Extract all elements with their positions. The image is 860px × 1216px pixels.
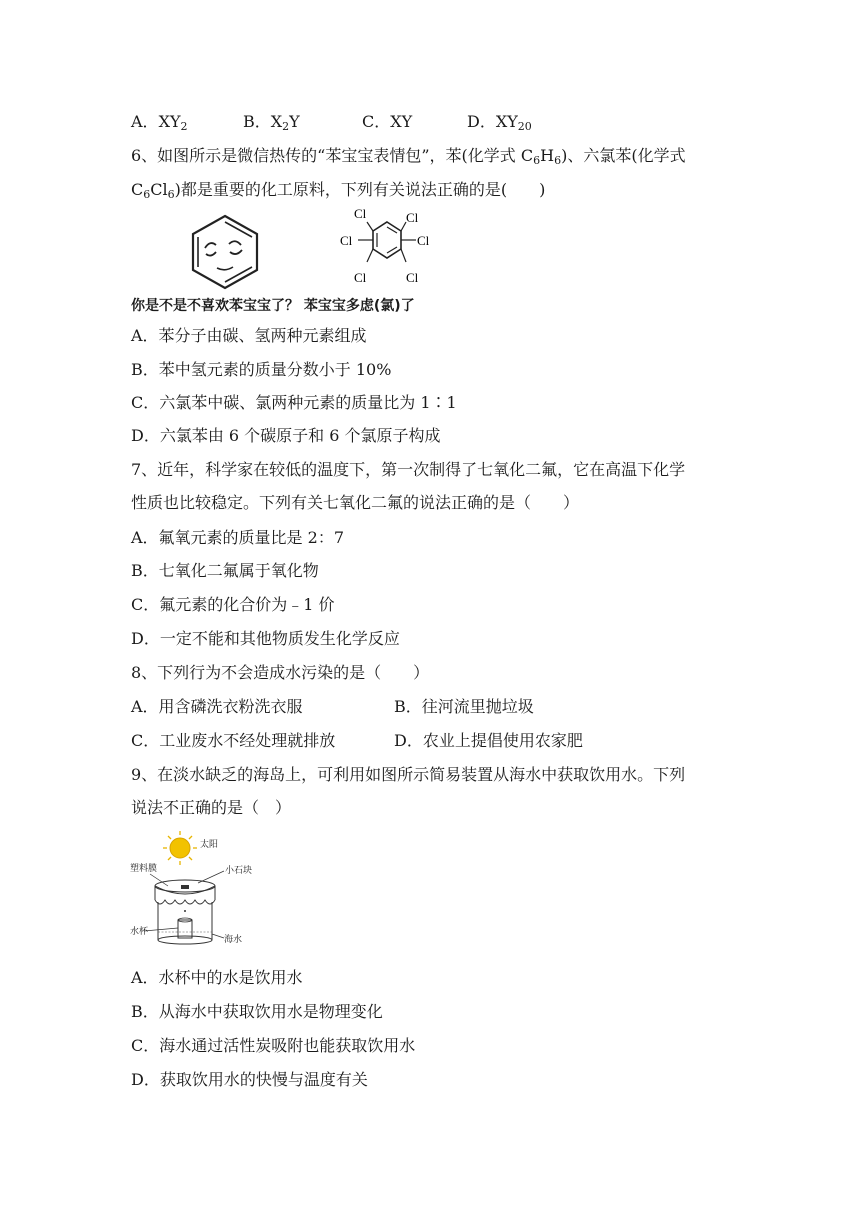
q8-option-c: C．工业废水不经处理就排放 — [131, 731, 336, 750]
cl-label: Cl — [340, 233, 353, 248]
q5-option-a — [131, 112, 188, 132]
q6-stem-line1 — [131, 146, 686, 166]
q6-subscript: 6 — [533, 154, 541, 167]
q6-subscript: 6 — [167, 188, 175, 201]
q8-option-b: B．往河流里抛垃圾 — [394, 697, 534, 716]
cl-label: Cl — [354, 270, 367, 285]
q6-stem-text: H — [540, 146, 555, 165]
q6-stem-text: C — [131, 180, 144, 199]
q9-option-d: D．获取饮用水的快慢与温度有关 — [131, 1070, 368, 1089]
solar-still-figure — [128, 828, 258, 950]
q8-option-d: D．农业上提倡使用农家肥 — [394, 731, 583, 750]
seawater-label: 海水 — [224, 935, 243, 945]
q7-option-b: B．七氧化二氟属于氧化物 — [131, 561, 319, 580]
q7-option-d: D．一定不能和其他物质发生化学反应 — [131, 629, 400, 648]
q5-option-a-subscript: 2 — [180, 120, 188, 133]
cup-label: 水杯 — [130, 927, 149, 937]
q6-option-d: D．六氯苯由 6 个碳原子和 6 个氯原子构成 — [131, 426, 441, 445]
q5-option-d — [467, 112, 532, 132]
q6-stem-text: Cl — [150, 180, 168, 199]
q7-option-c: C．氟元素的化合价为﹣1 价 — [131, 595, 335, 614]
sun-icon — [163, 831, 197, 865]
q8-option-a: A．用含磷洗衣粉洗衣服 — [131, 697, 303, 716]
q9-option-c: C．海水通过活性炭吸附也能获取饮用水 — [131, 1036, 416, 1055]
q5-option-c: C．XY — [362, 112, 413, 131]
q7-stem-line1: 7、近年，科学家在较低的温度下，第一次制得了七氧化二氟，它在高温下化学 — [131, 460, 686, 479]
q7-stem-line2: 性质也比较稳定。下列有关七氧化二氟的说法正确的是（ ） — [131, 493, 580, 512]
q9-option-a: A．水杯中的水是饮用水 — [131, 968, 303, 987]
sun-label: 太阳 — [200, 840, 219, 850]
q8-stem: 8、下列行为不会造成水污染的是（ ） — [131, 663, 430, 682]
cl-label: Cl — [417, 233, 430, 248]
q6-stem-text: )、六氯苯(化学式 — [561, 146, 686, 165]
q5-option-d-label: D． — [467, 112, 496, 131]
q5-option-b-formula-x: X — [270, 112, 283, 131]
q5-option-a-label: A． — [131, 112, 159, 131]
film-label: 塑料膜 — [130, 864, 158, 874]
q6-stem-line2 — [131, 180, 545, 200]
q9-option-b: B．从海水中获取饮用水是物理变化 — [131, 1002, 383, 1021]
q5-option-d-formula: XY — [495, 112, 518, 131]
q6-stem-text: 6、如图所示是微信热传的“苯宝宝表情包”，苯(化学式 C — [131, 146, 534, 165]
q6-figure-caption: 你是不是不喜欢苯宝宝了？ 苯宝宝多虑(氯)了 — [131, 298, 415, 314]
q9-stem-line1: 9、在淡水缺乏的海岛上，可利用如图所示简易装置从海水中获取饮用水。下列 — [131, 765, 686, 784]
cl-label: Cl — [406, 270, 419, 285]
q6-option-b: B．苯中氢元素的质量分数小于 10% — [131, 360, 392, 379]
stone-label: 小石块 — [225, 866, 253, 876]
hexachlorobenzene-structure — [330, 200, 440, 290]
q5-option-b-subscript: 2 — [282, 120, 290, 133]
q5-option-b-label: B． — [243, 112, 271, 131]
cl-label: Cl — [354, 206, 367, 221]
q6-option-c: C．六氯苯中碳、氯两种元素的质量比为 1∶1 — [131, 393, 457, 412]
q6-stem-text: )都是重要的化工原料，下列有关说法正确的是( ) — [174, 180, 546, 199]
q5-option-b-formula-y: Y — [289, 112, 300, 131]
q5-option-a-formula: XY — [158, 112, 181, 131]
q9-stem-line2: 说法不正确的是（ ） — [131, 798, 292, 817]
q5-option-d-subscript: 20 — [517, 120, 532, 133]
cl-label: Cl — [406, 210, 419, 225]
q6-option-a: A．苯分子由碳、氢两种元素组成 — [131, 326, 367, 345]
benzene-emoji-figure — [185, 212, 265, 292]
q6-subscript: 6 — [554, 154, 562, 167]
q5-option-b — [243, 112, 300, 132]
q7-option-a: A．氟氧元素的质量比是 2：7 — [131, 528, 345, 547]
q6-subscript: 6 — [143, 188, 151, 201]
